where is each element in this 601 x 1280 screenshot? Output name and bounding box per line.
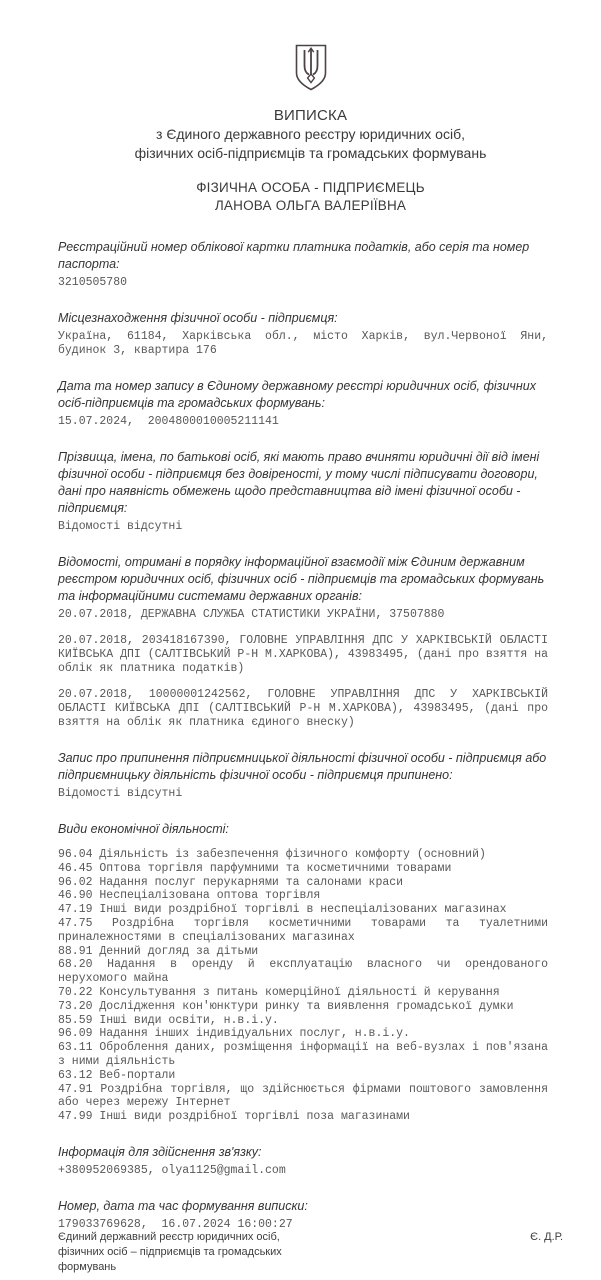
- section-label: Прізвища, імена, по батькові осіб, які мають право вчиняти юридичні дії від імені фізичної особи - підприємця без довіреності, у тому числі підписувати договори, дані про наявність обмежень щодо представництва від імені фізичної особи - підприємця:: [58, 450, 540, 515]
- section-1: [58, 310, 563, 358]
- section-label: Номер, дата та час формування виписки:: [58, 1198, 308, 1213]
- value-line: Відомості відсутні: [58, 787, 183, 800]
- section-label: Запис про припинення підприємницької діяльності фізичної особи - підприємця або підприємницьку діяльність фізичної особи - підприємця припинено:: [58, 751, 547, 782]
- value-line: +380952069385, olya1125@gmail.com: [58, 1163, 286, 1177]
- document-title: ВИПИСКА: [273, 107, 348, 124]
- ukraine-trident-icon: [295, 44, 327, 91]
- value-line: 20.07.2018, 10000001242562, ГОЛОВНЕ УПРАВЛІННЯ ДПС У ХАРКІВСЬКІЙ ОБЛАСТІ КИЇВСЬКА ДПІ (САЛТІВСЬКИЙ Р-Н М.ХАРКОВА), 43983495, (дані про взяття на облік як платника єдиного внеску): [58, 688, 548, 729]
- section-label: Види економічної діяльності:: [58, 822, 229, 836]
- activity-item: 47.99 Інші види роздрібної торгівлі поза магазинами: [58, 1110, 410, 1124]
- section-label: Місцезнаходження фізичної особи - підприємця:: [58, 311, 338, 325]
- section-label: Відомості, отримані в порядку інформаційної взаємодії між Єдиним державним реєстром юридичних осіб, фізичних осіб - підприємців та громадських формувань та інформаційними системами державних органів:: [58, 555, 545, 603]
- section-values: [58, 330, 563, 358]
- activity-item: 47.75 Роздрібна торгівля косметичними товарами та туалетними приналежностями в спеціалізованих магазинах: [58, 916, 548, 944]
- section-5: [58, 750, 563, 801]
- value-line: Україна, 61184, Харківська обл., місто Харків, вул.Червоної Яни, будинок 3, квартира 176: [58, 330, 548, 357]
- document-footer: [58, 1230, 563, 1275]
- activity-item: 46.90 Неспеціалізована оптова торгівля: [58, 889, 321, 903]
- activity-item: 73.20 Дослідження кон'юнктури ринку та виявлення громадської думки: [58, 999, 514, 1013]
- value-line: 20.07.2018, ДЕРЖАВНА СЛУЖБА СТАТИСТИКИ УКРАЇНИ, 37507880: [58, 608, 445, 621]
- footer-register-name: Єдиний державний реєстр юридичних осіб, фізичних осіб – підприємців та громадських формувань: [58, 1231, 282, 1273]
- activity-item: 47.19 Інші види роздрібної торгівлі в неспеціалізованих магазинах: [58, 903, 507, 917]
- value-line: 179033769628, 16.07.2024 16:00:27: [58, 1217, 293, 1231]
- activity-item: 70.22 Консультування з питань комерційної діяльності й керування: [58, 985, 500, 999]
- document-subtitle-line1: з Єдиного державного реєстру юридичних осіб,: [156, 126, 465, 142]
- section-7: [58, 1144, 563, 1178]
- section-2: [58, 378, 563, 429]
- document-subtitle-line2: фізичних осіб-підприємців та громадських формувань: [134, 145, 487, 161]
- activity-item: 96.04 Діяльність із забезпечення фізичного комфорту (основний): [58, 848, 486, 861]
- section-6: [58, 821, 563, 1124]
- entity-name: ЛАНОВА ОЛЬГА ВАЛЕРІЇВНА: [214, 198, 407, 213]
- activity-item: 96.09 Надання інших індивідуальних послуг, н.в.і.у.: [58, 1027, 410, 1041]
- sections-container: [58, 239, 563, 1232]
- value-line: 20.07.2018, 203418167390, ГОЛОВНЕ УПРАВЛІННЯ ДПС У ХАРКІВСЬКІЙ ОБЛАСТІ КИЇВСЬКА ДПІ (САЛТІВСЬКИЙ Р-Н М.ХАРКОВА), 43983495, (дані про взяття на облік як платника податків): [58, 634, 548, 675]
- activity-item: 63.12 Веб-портали: [58, 1068, 176, 1082]
- entity-type: ФІЗИЧНА ОСОБА - ПІДПРИЄМЕЦЬ: [196, 180, 425, 195]
- activity-item: 46.45 Оптова торгівля парфумними та косметичними товарами: [58, 861, 452, 875]
- activity-item: 96.02 Надання послуг перукарнями та салонами краси: [58, 875, 404, 889]
- section-label: Реєстраційний номер облікової картки платника податків, або серія та номер паспорта:: [58, 240, 530, 271]
- activity-item: 63.11 Оброблення даних, розміщення інформації на веб-вузлах і пов'язана з ними діяльність: [58, 1041, 548, 1068]
- section-values: [58, 276, 563, 290]
- section-values: [58, 848, 563, 1124]
- section-0: [58, 239, 563, 290]
- value-line: Відомості відсутні: [58, 520, 183, 533]
- activity-item: 47.91 Роздрібна торгівля, що здійснюється фірмами поштового замовлення або через мережу Інтернет: [58, 1082, 548, 1110]
- activity-item: 68.20 Надання в оренду й експлуатацію власного чи орендованого нерухомого майна: [58, 958, 548, 986]
- section-values: [58, 415, 563, 429]
- section-values: [58, 608, 563, 730]
- section-8: [58, 1198, 563, 1232]
- activity-item: 88.91 Денний догляд за дітьми: [58, 944, 259, 958]
- section-label: Інформація для здійснення зв'язку:: [58, 1144, 262, 1159]
- footer-registry-mark: Є. Д.Р.: [530, 1231, 563, 1243]
- section-values: [58, 787, 563, 801]
- section-4: [58, 554, 563, 730]
- activity-item: 85.59 Інші види освіти, н.в.і.у.: [58, 1013, 279, 1027]
- section-values: [58, 1164, 563, 1178]
- section-3: [58, 449, 563, 534]
- value-line: 15.07.2024, 2004800010005211141: [58, 415, 279, 428]
- entity-header: [58, 179, 563, 215]
- section-values: [58, 520, 563, 534]
- value-line: 3210505780: [58, 276, 128, 289]
- section-label: Дата та номер запису в Єдиному державному реєстрі юридичних осіб, фізичних осіб-підприємців та громадських формувань:: [58, 379, 536, 410]
